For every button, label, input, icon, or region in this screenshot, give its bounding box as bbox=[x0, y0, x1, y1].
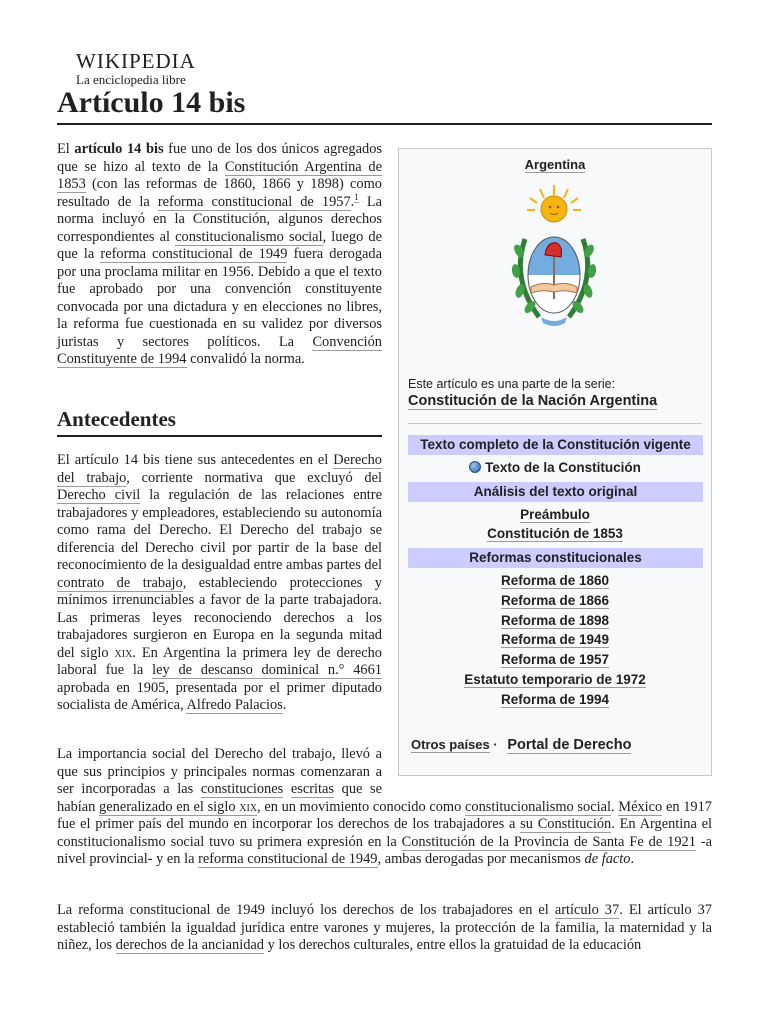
item-reforma[interactable] bbox=[399, 592, 711, 610]
link-articulo-37[interactable]: artículo 37 bbox=[554, 902, 620, 918]
text: La reforma constitucional de 1949 incluyó los derechos de los trabajadores en el bbox=[57, 902, 555, 918]
text: El bbox=[57, 141, 75, 157]
item-label: Reforma de 1994 bbox=[500, 692, 610, 707]
intro-paragraph bbox=[57, 141, 382, 369]
link-derechos-ancianidad[interactable]: derechos de la ancianidad bbox=[115, 937, 264, 953]
text: , ambas derogadas por mecanismos bbox=[377, 851, 585, 867]
logo-subtitle: La enciclopedia libre bbox=[76, 72, 186, 87]
item-label: Reforma de 1866 bbox=[500, 593, 610, 608]
item-reforma[interactable] bbox=[399, 651, 711, 669]
item-label: Reforma de 1860 bbox=[500, 573, 610, 588]
text: aprobada en 1905, presentada por el primer diputado socialista de América, bbox=[57, 679, 382, 713]
link-reforma-1949[interactable]: reforma constitucional de 1949 bbox=[198, 851, 378, 867]
item-label: Texto de la Constitución bbox=[485, 460, 641, 475]
link-su-constitucion[interactable]: su Constitución bbox=[520, 816, 612, 832]
link-text: generalizado en el siglo bbox=[99, 798, 240, 815]
text: y los derechos culturales, entre ellos la gratuidad de la educación bbox=[264, 937, 642, 953]
link-constitucionalismo-social[interactable]: constitucionalismo social bbox=[465, 798, 611, 815]
link-portal-derecho[interactable]: Portal de Derecho bbox=[507, 737, 632, 753]
heading-reformas: Reformas constitucionales bbox=[408, 548, 703, 568]
text: la regulación de las relaciones entre trabajadores y empleadores, estableciendo su autonomía como rama del Derecho. El Derecho del trabajo se diferencia del Derecho civil por partir de la base del reconocimiento de la desigualdad entre ambas partes del bbox=[57, 487, 382, 573]
link-siglo-xix[interactable] bbox=[99, 799, 257, 816]
item-label: Reforma de 1949 bbox=[500, 632, 610, 647]
link-mexico[interactable]: México bbox=[618, 798, 663, 815]
infobox-title-link[interactable]: Argentina bbox=[524, 157, 586, 172]
link-reforma-1957[interactable]: reforma constitucional de 1957 bbox=[157, 193, 351, 210]
text: que se habían bbox=[57, 781, 382, 815]
text: . El artículo 37 estableció también la igualdad jurídica entre varones y mujeres, la protección de la familia, la maternidad y la niñez, los bbox=[57, 902, 712, 953]
section-heading-antecedentes: Antecedentes bbox=[57, 406, 382, 437]
footnote-link[interactable]: 1 bbox=[354, 191, 359, 202]
item-reforma[interactable] bbox=[399, 691, 711, 709]
item-reforma[interactable] bbox=[399, 631, 711, 649]
link-constitucion-santa-fe-1921[interactable]: Constitución de la Provincia de Santa Fe de 1921 bbox=[401, 833, 696, 850]
item-preambulo[interactable] bbox=[399, 506, 711, 524]
text: . bbox=[630, 851, 635, 867]
link-contrato-de-trabajo[interactable]: contrato de trabajo bbox=[57, 574, 183, 591]
item-label: Constitución de 1853 bbox=[487, 526, 623, 541]
item-reforma[interactable] bbox=[399, 612, 711, 630]
link-constituciones[interactable]: constituciones bbox=[200, 781, 284, 797]
coat-of-arms-icon bbox=[499, 179, 609, 329]
item-texto-constitucion[interactable] bbox=[399, 459, 711, 477]
sun bbox=[541, 196, 567, 222]
infobox-footer bbox=[411, 737, 631, 753]
heading-texto-completo: Texto completo de la Constitución vigente bbox=[408, 435, 703, 455]
text: . En Argentina el constitucionalismo social tuvo su primera expresión en la bbox=[57, 816, 713, 850]
infobox-title[interactable] bbox=[399, 157, 711, 172]
text: . bbox=[350, 193, 355, 210]
text: La importancia social del Derecho del trabajo, llevó a que sus principios y principales normas comenzaran a ser incorporadas a las bbox=[57, 746, 382, 797]
text: . bbox=[282, 697, 287, 713]
link-derecho-civil[interactable]: Derecho civil bbox=[57, 487, 141, 503]
text: , luego de que la bbox=[57, 228, 382, 262]
small-caps-century: xix bbox=[114, 644, 133, 661]
antecedentes-paragraph bbox=[57, 452, 382, 715]
link-constitucion-1853[interactable]: Constitución Argentina de 1853 bbox=[57, 158, 382, 192]
small-caps-century: xix bbox=[239, 798, 258, 815]
link-constituciones-escritas[interactable]: escritas bbox=[290, 781, 335, 797]
text: (con las reformas de 1860, 1866 y 1898) como resultado de la bbox=[57, 176, 382, 210]
text: . En Argentina la primera ley de derecho laboral fue la bbox=[57, 644, 382, 678]
text: convalidó la norma. bbox=[186, 351, 305, 367]
italic-term: de facto bbox=[584, 851, 631, 867]
item-label: Estatuto temporario de 1972 bbox=[464, 672, 646, 687]
link-reforma-1949[interactable]: reforma constitucional de 1949 bbox=[100, 246, 288, 262]
link-derecho-del-trabajo[interactable]: Derecho del trabajo bbox=[57, 452, 382, 486]
wikipedia-logo[interactable] bbox=[76, 50, 196, 87]
text: La norma incluyó en la Constitución, algunos derechos correspondientes al bbox=[57, 193, 382, 245]
link-constitucionalismo-social[interactable]: constitucionalismo social bbox=[175, 228, 323, 245]
link-otros-paises[interactable]: Otros países bbox=[411, 737, 490, 752]
heading-analisis: Análisis del texto original bbox=[408, 482, 703, 502]
text: El artículo 14 bis tiene sus antecedentes en el bbox=[57, 452, 334, 468]
separator: · bbox=[493, 737, 498, 752]
text: -a nivel provincial- y en la bbox=[57, 833, 712, 867]
text: , corriente normativa que excluyó del bbox=[126, 469, 382, 486]
text: en 1917 fue el primer país del mundo en incorporar los derechos de los trabajadores a bbox=[57, 798, 713, 832]
series-title-link[interactable]: Constitución de la Nación Argentina bbox=[408, 393, 658, 409]
item-reforma[interactable] bbox=[399, 572, 711, 590]
item-label: Reforma de 1957 bbox=[500, 652, 610, 667]
bold-term: artículo 14 bis bbox=[74, 141, 164, 157]
page-title: Artículo 14 bis bbox=[57, 86, 712, 125]
link-ley-descanso-dominical[interactable]: ley de descanso dominical n.° 4661 bbox=[152, 662, 382, 678]
text: . bbox=[611, 798, 619, 815]
logo-title: WIKIPEDIA bbox=[76, 49, 196, 73]
series-label: Este artículo es una parte de la serie: bbox=[408, 377, 616, 391]
item-label: Reforma de 1898 bbox=[500, 613, 610, 628]
text: fuera derogada por una proclama militar en 1956. Debido a que el texto fue aprobado por una convención constituyente convocada por una dictadura y en elecciones no libres, la reforma fue cuestionada en su validez por diversos juristas y sectores políticos. La bbox=[57, 246, 382, 350]
series-title[interactable] bbox=[408, 393, 657, 409]
item-reforma[interactable] bbox=[399, 671, 711, 689]
link-convencion-1994[interactable]: Convención Constituyente de 1994 bbox=[57, 333, 382, 367]
text: fue uno de los dos únicos agregados que se hizo al texto de la bbox=[57, 141, 382, 175]
divider bbox=[408, 423, 702, 424]
link-alfredo-palacios[interactable]: Alfredo Palacios bbox=[186, 697, 283, 713]
hands bbox=[531, 283, 577, 293]
item-label: Preámbulo bbox=[520, 507, 590, 522]
globe-icon bbox=[469, 461, 481, 473]
text: , en un movimiento conocido como bbox=[257, 798, 466, 815]
series-infobox bbox=[398, 148, 712, 776]
item-constitucion-1853[interactable] bbox=[399, 525, 711, 543]
reforma-1949-paragraph bbox=[57, 902, 712, 955]
text: , estableciendo protecciones y mínimos irrenunciables a favor de la parte trabajadora. Las primeras leyes reconociendo derechos a los trabajadores surgieron en Europa en la segunda mitad del siglo bbox=[57, 574, 382, 661]
